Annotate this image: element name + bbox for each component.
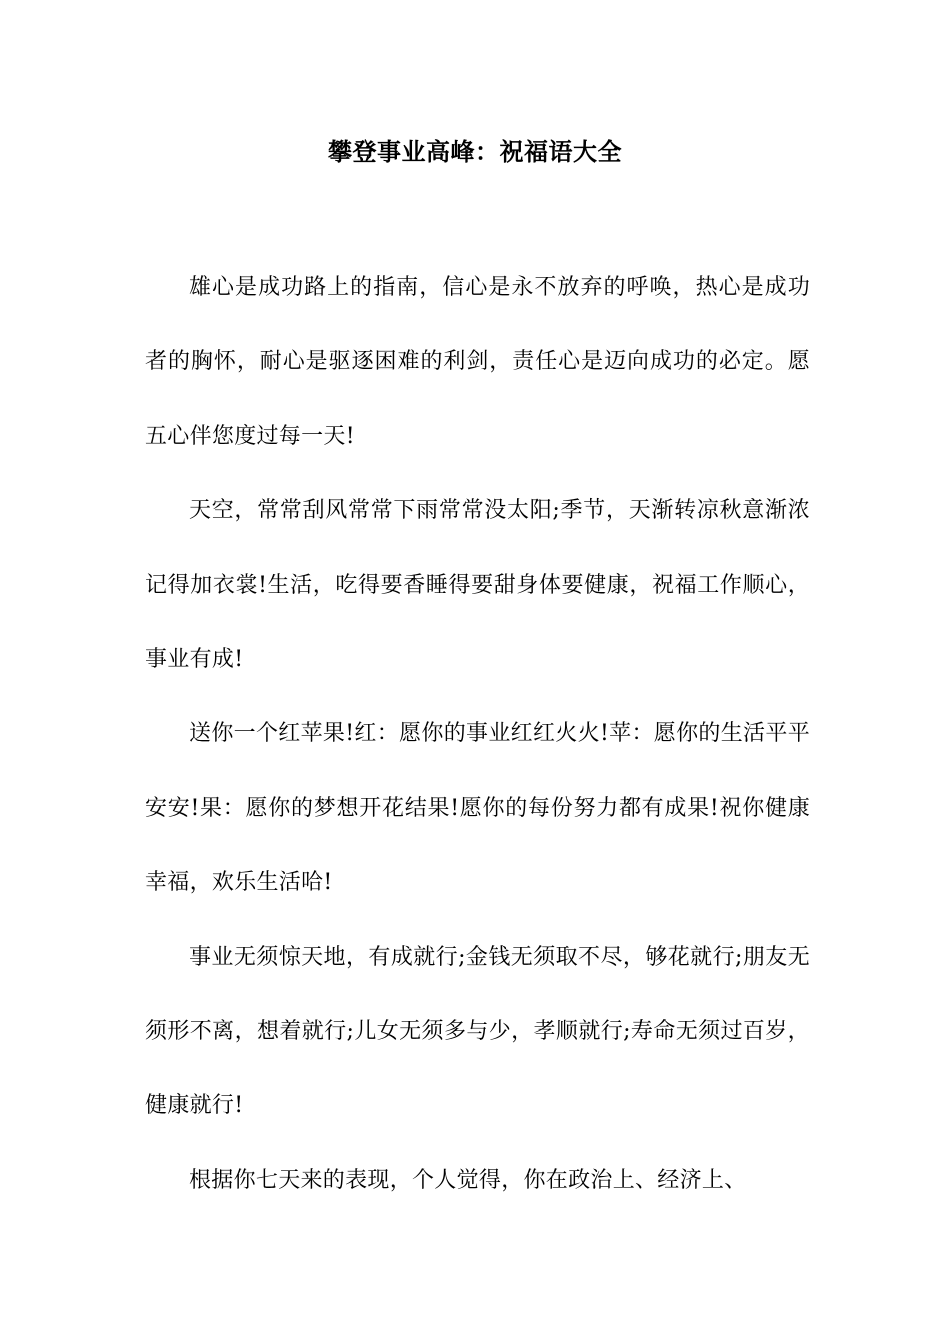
paragraph-3: 送你一个红苹果!红：愿你的事业红红火火!苹：愿你的生活平平安安!果：愿你的梦想开花结果!愿你的每份努力都有成果!祝你健康幸福，欢乐生活哈! (145, 721, 810, 896)
paragraph-5: 根据你七天来的表现，个人觉得，你在政治上、经济上、 (189, 1167, 747, 1193)
paragraph-2: 天空，常常刮风常常下雨常常没太阳;季节，天渐转凉秋意渐浓记得加衣裳!生活，吃得要香睡得要甜身体要健康，祝福工作顺心，事业有成! (145, 498, 810, 673)
paragraph-1: 雄心是成功路上的指南，信心是永不放弃的呼唤，热心是成功者的胸怀，耐心是驱逐困难的利剑，责任心是迈向成功的必定。愿五心伴您度过每一天! (145, 275, 810, 449)
document-body (145, 251, 810, 1218)
document-title: 攀登事业高峰：祝福语大全 (328, 138, 622, 166)
paragraph-4: 事业无须惊天地，有成就行;金钱无须取不尽，够花就行;朋友无须形不离，想着就行;儿女无须多与少，孝顺就行;寿命无须过百岁，健康就行! (145, 944, 810, 1119)
